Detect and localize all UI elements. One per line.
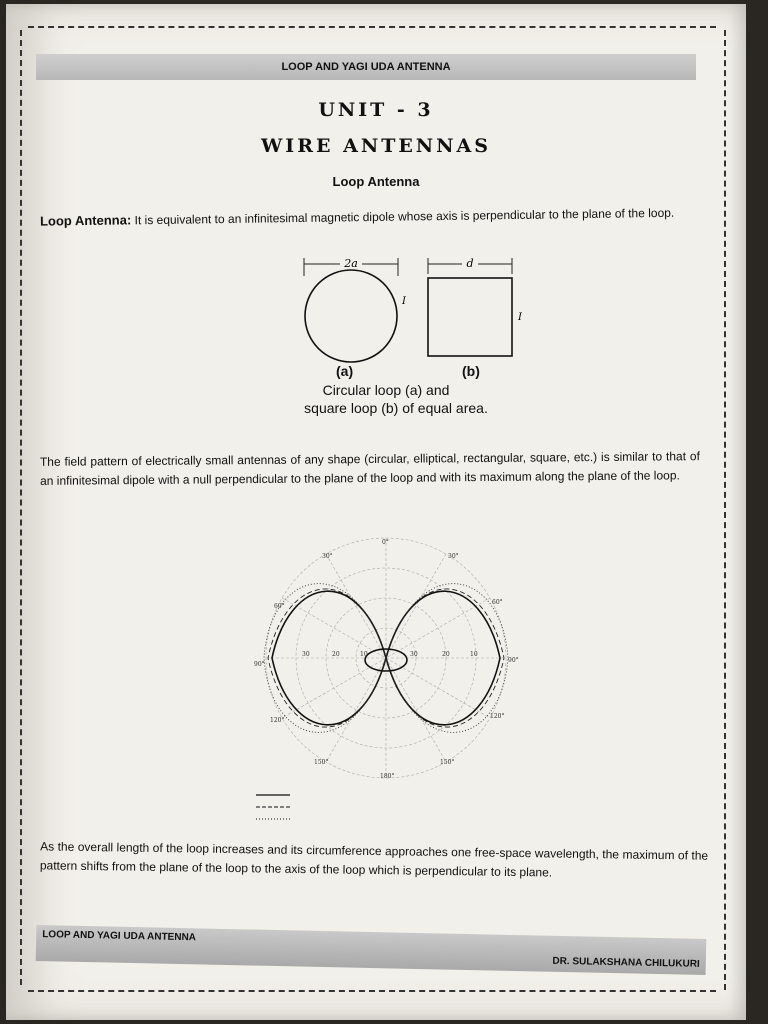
paragraph-field-pattern: The field pattern of electrically small antennas of any shape (circular, elliptical, rectangular, square, etc.) is similar to that of an infinitesimal dipole with a null perpendicular to the plane of the loop and with its maximum along the plane of the loop. [39, 449, 700, 488]
header-banner [36, 54, 696, 80]
radial-labels [302, 651, 478, 658]
header-banner-text: LOOP AND YAGI UDA ANTENNA [281, 61, 451, 73]
label-b: (b) [462, 363, 480, 379]
angle-label-90-left: 90° [254, 661, 265, 668]
definition-lead: Loop Antenna: [39, 212, 132, 229]
chapter-title: WIRE ANTENNAS [260, 135, 492, 157]
border-top [28, 26, 716, 28]
circular-loop [305, 270, 397, 362]
angle-label-30-right: 30° [448, 553, 459, 560]
square-loop [428, 278, 512, 356]
unit-title: UNIT - 3 [318, 99, 434, 121]
angle-label-30-left: 30° [322, 553, 333, 560]
dim-label-b: d [466, 257, 474, 270]
label-a: (a) [336, 363, 354, 379]
caption-line-2: square loop (b) of equal area. [304, 400, 488, 416]
radiation-pattern-figure [250, 524, 530, 834]
angle-label-180: 180° [380, 773, 395, 780]
angle-label-60-left: 60° [274, 603, 285, 610]
dim-label-a: 2a [344, 257, 358, 270]
radial-label-6: 10 [470, 651, 478, 658]
radial-label-2: 20 [332, 651, 340, 658]
caption-line-1: Circular loop (a) and [322, 382, 450, 398]
definition-text: It is equivalent to an infinitesimal magnetic dipole whose axis is perpendicular to the plane of the loop. [131, 205, 675, 228]
angle-label-150-left: 150° [314, 759, 329, 766]
footer-author: DR. SULAKSHANA CHILUKURI [552, 955, 700, 970]
pattern-legend [254, 789, 334, 829]
section-title: Loop Antenna [332, 174, 420, 189]
radial-label-1: 10 [360, 651, 368, 658]
angle-label-150-right: 150° [440, 759, 455, 766]
angle-label-60-right: 60° [492, 599, 503, 606]
angle-label-120-left: 120° [270, 717, 285, 724]
document-page [6, 4, 746, 1020]
angle-label-90-right: 90° [508, 657, 519, 664]
angle-label-120-right: 120° [490, 713, 505, 720]
paragraph-circumference: As the overall length of the loop increases and its circumference approaches one free-space wavelength, the maximum of the pattern shifts from the plane of the loop to the axis of the loop which is perpendicular to its plane. [39, 839, 709, 880]
current-label-a: I [402, 296, 406, 307]
paragraph-definition [40, 202, 700, 231]
footer-title: LOOP AND YAGI UDA ANTENNA [42, 929, 197, 944]
radial-label-3: 30 [302, 651, 310, 658]
border-bottom [28, 990, 716, 992]
loop-figure [292, 252, 532, 420]
angle-label-0: 0° [382, 539, 389, 546]
current-label-b: I [518, 312, 522, 323]
radial-label-5: 20 [442, 651, 450, 658]
radial-label-4: 30 [410, 651, 418, 658]
footer-banner [36, 925, 707, 975]
